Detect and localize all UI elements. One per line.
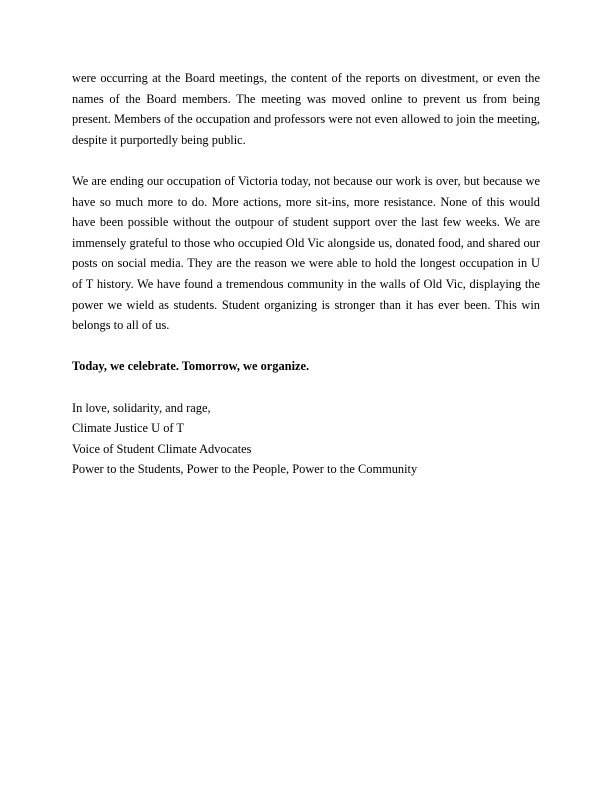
signature-salutation: In love, solidarity, and rage, <box>72 400 211 415</box>
paragraph-spacer <box>72 336 540 357</box>
paragraph-spacer <box>72 150 540 171</box>
signature-block <box>72 398 540 480</box>
paragraph-continuation: were occurring at the Board meetings, the content of the reports on divestment, or even the names of the Board members. The meeting was moved online to prevent us from being present. Members of the occupation and professors were not even allowed to join the meeting, despite it purportedly being public. <box>72 71 540 147</box>
signature-slogan: Power to the Students, Power to the People, Power to the Community <box>72 462 418 477</box>
signature-org-subtitle: Voice of Student Climate Advocates <box>72 441 252 456</box>
paragraph-ending-occupation: We are ending our occupation of Victoria today, not because our work is over, but because we have so much more to do. More actions, more sit-ins, more resistance. None of this would have been possible without the outpour of student support over the last few weeks. We are immensely grateful to those who occupied Old Vic alongside us, donated food, and shared our posts on social media. They are the reason we were able to hold the longest occupation in U of T history. We have found a tremendous community in the walls of Old Vic, displaying the power we wield as students. Student organizing is stronger than it has ever been. This win belongs to all of us. <box>72 173 540 333</box>
closing-statement: Today, we celebrate. Tomorrow, we organize. <box>72 359 310 374</box>
signature-org-name: Climate Justice U of T <box>72 421 184 436</box>
paragraph-spacer <box>72 377 540 398</box>
document-page <box>72 68 540 480</box>
